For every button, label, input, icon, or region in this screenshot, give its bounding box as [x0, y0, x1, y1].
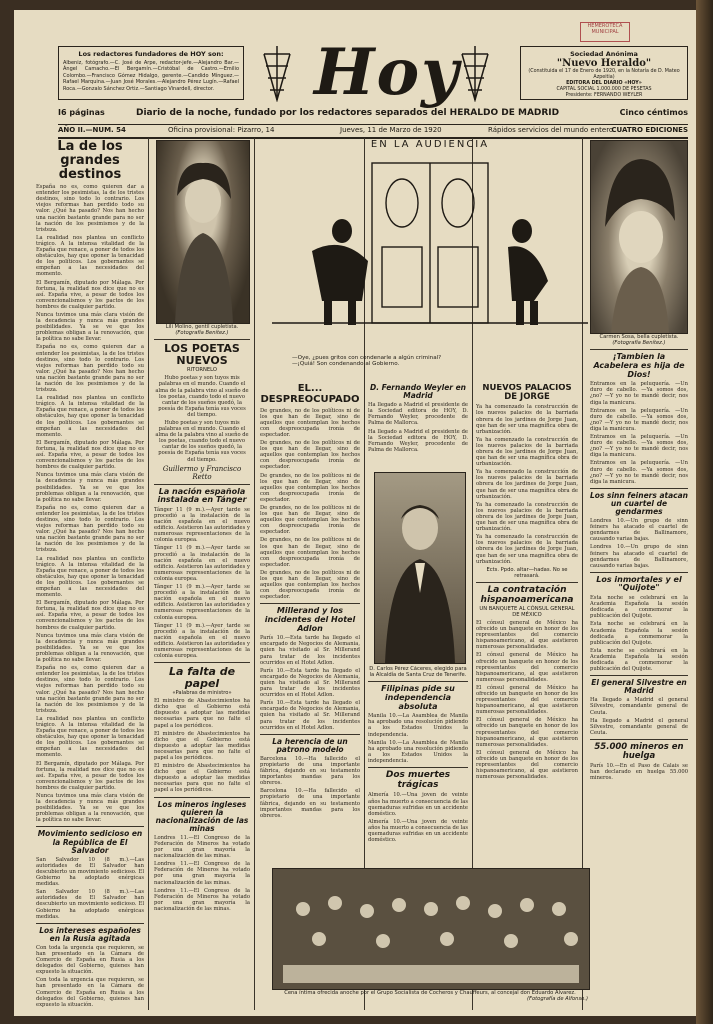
editions: CUATRO EDICIONES	[611, 126, 688, 134]
article-paragraph: El ministro de Abastecimientos ha dicho que el Gobierno está dispuesto a adoptar las medidas necesarias para que no falte el papel a los periódicos.	[154, 763, 250, 794]
library-stamp: HEMEROTECA MUNICIPAL	[580, 22, 630, 42]
article-paragraph: Nunca tuvimos una más clara visión de la decadencia y nunca más grandes posibilidades. Ya se ve que los problemas obligan a la renovación, que la política no sabe llevar.	[36, 311, 144, 343]
article-paragraph: El Bergamín, diputado por Málaga. Por fortuna, la realidad nos dice que no es así. España vive, a pesar de todos los convencionalismos y los pactos de los hombres de cualquier partido.	[36, 439, 144, 471]
company-capital: CAPITAL SOCIAL 1.000.000 DE PESETAS	[556, 87, 652, 92]
subhead	[58, 108, 688, 122]
headline-falta-papel: La falta de papel	[168, 665, 236, 691]
headline-palacios: NUEVOS PALACIOS DE JORGE	[482, 384, 572, 403]
article-paragraph: El ministro de Abastecimientos ha dicho que el Gobierno está dispuesto a adoptar las medidas necesarias para que no falte el papel a los periódicos.	[154, 730, 250, 761]
group-photo-credit: (Fotografía de Alfonso.)	[526, 996, 588, 1003]
article-paragraph: Londres 11.—El Congreso de la Federación de Mineros ha votado por una gran mayoría la nacionalización de las minas.	[154, 861, 250, 886]
issue-date: Jueves, 11 de Marzo de 1920	[340, 126, 442, 134]
article-paragraph: Tánger 11 (9 m.).—Ayer tarde se procedió a la instalación de la nación española en el nuevo edificio. Asistieron las autoridades y numerosas representaciones de la colonia europea.	[154, 584, 250, 621]
article-paragraph: La realidad nos plantea un conflicto trágico. A la intensa vitalidad de la España que renace, a poner de todos los obstáculos, hay que oponer la tenacidad de los políticos. Los gobernantes se empeñan a las necesidades del momento.	[36, 555, 144, 599]
article-paragraph: La realidad nos plantea un conflicto trágico. A la intensa vitalidad de la España que renace, a poner de todos los obstáculos, hay que oponer la tenacidad de los políticos. Los gobernantes se empeñan a las necesidades del momento.	[36, 715, 144, 759]
column-4-top	[368, 384, 468, 474]
article-paragraph: Almería 10.—Una joven de veinte años ha muerto a consecuencia de las quemaduras sufridas en un accidente doméstico.	[368, 792, 468, 817]
woman-portrait-icon	[591, 141, 687, 333]
headline-salvador: Movimiento sedicioso en la República de El Salvador	[37, 829, 143, 855]
article-paragraph: Ha llegado a Madrid el presidente de la Sociedad editora de HOY, D. Fernando Weyler, procedente de Palma de Mallorca.	[368, 428, 468, 453]
article-paragraph: Entramos en la peluquería. —Un duro de cabello. —Ya somos dos, ¿no? —Y yo no te mandé decir, nos diga la manicura.	[590, 460, 688, 485]
article-paragraph: San Salvador 10 (8 m.).—Las autoridades de El Salvador han descubierto un movimiento sedicioso. El Gobierno ha adoptado enérgicas medidas.	[36, 889, 144, 920]
divider	[154, 484, 250, 485]
article-paragraph: España no es, como quieren dar a entender los pesimistas, la de los tristes destinos, sino todo lo contrario. Los viejos reformas han perdido todo su valor. ¿Qué ha pasado? Nos han hecho una nación bastante grande para no ser la nación de los pesimismos y de la tristeza.	[36, 184, 144, 233]
headline-acabelera: ¡Tambien la Acabelera es hija de Dios!	[593, 352, 685, 379]
article-paragraph: España no es, como quieren dar a entender los pesimistas, la de los tristes destinos, sino todo lo contrario. Los viejos reformas han perdido todo su valor. ¿Qué ha pasado? Nos han hecho una nación bastante grande para no ser la nación de los pesimismos y de la tristeza.	[36, 665, 144, 714]
article-paragraph: Ha llegado a Madrid el presidente de la Sociedad editora de HOY, D. Fernando Weyler, procedente de Palma de Mallorca.	[368, 402, 468, 427]
article-paragraph: Tánger 11 (9 m.).—Ayer tarde se procedió a la instalación de la nación española en el nuevo edificio. Asistieron las autoridades y numerosas representaciones de la colonia europea.	[154, 622, 250, 660]
headline-herencia: La herencia de un patrono modelo	[272, 736, 348, 754]
article-paragraph: Ya ha comenzado la construcción de los nuevos palacios de la barriada obrera de los jardines de Jorge Juan, que han de ser una magnífica obra de urbanización.	[476, 469, 578, 500]
article-paragraph: París 10.—En el Paso de Calais se han declarado en huelga 55.000 mineros.	[590, 763, 688, 782]
column-5	[476, 384, 578, 864]
company-president: Presidente: FERNANDO WEYLER	[565, 93, 643, 98]
article-paragraph: Ha llegado a Madrid el general Silvestre, comandante general de Ceuta.	[590, 697, 688, 716]
small-note: Ects. Ppdo. altar—hadas. No se retrasará.	[486, 566, 568, 579]
headline-mineros-ingleses: Los mineros ingleses quieren la nacionalización de las minas	[155, 799, 249, 833]
column-4-bottom	[368, 666, 468, 864]
article-paragraph: Barcelona 10.—Ha fallecido el propietario de una importante fábrica, dejando en su testamento importantes mandas para los obreros.	[260, 788, 360, 819]
article-paragraph: Manila 10.—La Asamblea de Manila ha aprobado una resolución pidiendo a los Estados Unidos la independencia.	[368, 713, 468, 738]
photo-credit: (Fotografía Benítez.)	[175, 330, 229, 337]
article-paragraph: Londres 11.—El Congreso de la Federación de Mineros ha votado por una gran mayoría la nacionalización de las minas.	[154, 887, 250, 912]
article-paragraph: Londres 10.—Un grupo de sinn feiners ha atacado el cuartel de gendarmes de Ballinamore, causando varias bajas.	[590, 544, 688, 569]
divider	[154, 797, 250, 798]
article-paragraph: Londres 10.—Un grupo de sinn feiners ha atacado el cuartel de gendarmes de Ballinamore, causando varias bajas.	[590, 518, 688, 543]
headline-weyler: D. Fernando Weyler en Madrid	[369, 384, 467, 401]
poem-signature: Guillermo y Francisco Retto	[162, 464, 242, 481]
article-paragraph: La realidad nos plantea un conflicto trágico. A la intensa vitalidad de la España que renace, a poner de todos los obstáculos, hay que oponer la tenacidad de los políticos. Los gobernantes se empeñan a las necesidades del momento.	[36, 395, 144, 438]
article-paragraph: El cónsul general de México ha ofrecido un banquete en honor de los representantes del comercio hispanoamericano, al que asistieron numerosas personalidades.	[476, 749, 578, 781]
article-paragraph: El Bergamín, diputado por Málaga. Por fortuna, la realidad nos dice que no es así. España vive, a pesar de todos los convencionalismos y los pactos de los hombres de cualquier partido.	[36, 600, 144, 631]
article-paragraph: Ya ha comenzado la construcción de los nuevos palacios de la barriada obrera de los jardines de Jorge Juan, que han de ser una magnífica obra de urbanización.	[476, 436, 578, 468]
article-paragraph: El cónsul general de México ha ofrecido un banquete en honor de los representantes del comercio hispanoamericano, al que asistieron numerosas personalidades.	[476, 619, 578, 651]
woman-portrait-icon	[157, 141, 249, 323]
column-2	[154, 324, 250, 1010]
article-paragraph: París 10.—Esta tarde ha llegado el encargado de Negocios de Alemania, quien ha visitado al Sr. Millerand para tratar de los incidentes ocurridos en el Hotel Adlon.	[260, 667, 360, 699]
subheadline: «Palabras de ministro»	[172, 689, 232, 696]
article-paragraph: De grandes, no de los políticos ni de los que han de llegar, sino de aquellos que contemplan los hechos con despreocupada ironía de espectador.	[260, 537, 360, 568]
subheadline: UN BANQUETE AL CÓNSUL GENERAL DE MÉXICO	[479, 605, 575, 618]
headline-muertes-tragicas: Dos muertes trágicas	[385, 770, 451, 790]
article-paragraph: Ha llegado a Madrid el general Silvestre, comandante general de Ceuta.	[590, 717, 688, 736]
dateline	[58, 124, 688, 139]
headline-filipinas: Filipinas pide su independencia absoluta	[381, 684, 455, 711]
company-note: (Constituida el 17 de Enero de 1920, en la Notaría de D. Mateo Azpeitia)	[528, 69, 680, 80]
article-paragraph: Almería 10.—Una joven de veinte años ha muerto a consecuencia de las quemaduras sufridas en un accidente doméstico.	[368, 818, 468, 844]
column-rule	[254, 138, 255, 1010]
article-paragraph: El cónsul general de México ha ofrecido un banquete en honor de los representantes del comercio hispanoamericano, al que asistieron numerosas personalidades.	[476, 684, 578, 716]
article-paragraph: El cónsul general de México ha ofrecido un banquete en honor de los representantes del comercio hispanoamericano, al que asistieron numerosas personalidades.	[476, 652, 578, 683]
article-paragraph: Con toda la urgencia que requieren, se han presentado en la Cámara de Comercio de España en Rusia a los delegados del Gobierno, quienes han expuesto la situación.	[36, 977, 144, 1008]
article-paragraph: El cónsul general de México ha ofrecido un banquete en honor de los representantes del comercio hispanoamericano, al que asistieron numerosas personalidades.	[476, 717, 578, 748]
group-photo	[272, 868, 590, 990]
poem-text: Hubo poetas y son tuyos mis palabras en el mundo. Cuando el alma de la palabra vino al sueño de los poetas, cuando todo el nuevo cantar de los sueños quedó, la poesía de España tenía sus voces del tiempo.	[155, 375, 249, 418]
newspaper-logo: Hoy	[314, 35, 461, 110]
divider	[368, 767, 468, 768]
article-paragraph: Esta noche se celebrará en la Academia Española la sesión dedicada a conmemorar la publicación del Quijote.	[590, 621, 688, 646]
divider	[36, 826, 144, 827]
article-paragraph: España no es, como quieren dar a entender los pesimistas, la de los tristes destinos, sino todo lo contrario. Los viejos reformas han perdido todo su valor. ¿Qué ha pasado? Nos han hecho una nación bastante grande para no ser la nación de los pesimismos y de la tristeza.	[36, 504, 144, 554]
photo-caption: Carmen Sosa, bella cupletista.	[599, 334, 679, 340]
article-paragraph: De grandes, no de los políticos ni de los que han de llegar, sino de aquellos que contemplan los hechos con despreocupada ironía de espectador.	[260, 472, 360, 503]
founders-names: Albeniz, fotógrafo.—C. José de Arpe, redactor-jefe.—Alejandro Bar.—Ángel Camacho.—El Bergamín.—Cristóbal de Castro.—Emilio Colombo.—Francisco Gómez Hidalgo, gerente.—Candido Mínguez.—Rafael Marquina.—Juan José Morales.—Alejandro Pérez Lugín.—Rafael Roca.—Gonzalo Sánchez Ortiz.—Santiago Vinardell, director.	[63, 60, 239, 92]
headline-mineros-huelga: 55.000 mineros en huelga	[594, 741, 684, 762]
article-paragraph: Esta noche se celebrará en la Academia Española la sesión dedicada a conmemorar la publicación del Quijote.	[590, 595, 688, 620]
article-paragraph: Londres 11.—El Congreso de la Federación de Mineros ha votado por una gran mayoría la nacionalización de las minas.	[154, 834, 250, 860]
company-editor: EDITORA DEL DIARIO «HOY»	[566, 81, 642, 86]
page-count: I6 páginas	[58, 108, 105, 117]
article-paragraph: Barcelona 10.—Ha fallecido el propietario de una importante fábrica, dejando en su testamento importantes mandas para los obreros.	[260, 755, 360, 787]
portrait-carmen-sosa	[590, 140, 688, 334]
headline-millerand: Millerand y los incidentes del Hotel Adlon	[264, 606, 356, 633]
divider	[154, 339, 250, 340]
article-paragraph: Tánger 11 (9 m.).—Ayer tarde se procedió a la instalación de la nación española en el nuevo edificio. Asistieron las autoridades y numerosas representaciones de la colonia europea.	[154, 506, 250, 544]
article-paragraph: Nunca tuvimos una más clara visión de la decadencia y nunca más grandes posibilidades. Ya se ve que los problemas obligan a la renovación, que la política no sabe llevar.	[36, 472, 144, 503]
divider	[154, 662, 250, 663]
divider	[590, 675, 688, 676]
article-paragraph: Entramos en la peluquería. —Un duro de cabello. —Ya somos dos, ¿no? —Y yo no te mandé decir, nos diga la manicura.	[590, 407, 688, 432]
book-spine	[696, 0, 713, 1024]
portrait-carlos-perez	[374, 472, 466, 664]
article-paragraph: El Bergamín, diputado por Málaga. Por fortuna, la realidad nos dice que no es así. España vive, a pesar de todos los convencionalismos y los pactos de los hombres de cualquier partido.	[36, 279, 144, 310]
company-type: Sociedad Anónima	[570, 50, 638, 58]
headline-quijote: Los inmortales y el "Quijote"	[596, 574, 682, 593]
divider	[590, 739, 688, 740]
newspaper-page	[14, 10, 696, 1016]
article-paragraph: España no es, como quieren dar a entender los pesimistas, la de los tristes destinos, sino todo lo contrario. Los viejos reformas han perdido todo su valor. ¿Qué ha pasado? Nos han hecho una nación bastante grande para no ser la nación de los pesimismos y de la tristeza.	[36, 344, 144, 394]
headline-sinn-feiners: Los sinn feiners atacan un cuartel de gendarmes	[590, 490, 688, 516]
article-paragraph: El ministro de Abastecimientos ha dicho que el Gobierno está dispuesto a adoptar las medidas necesarias para que no falte el papel a los periódicos.	[154, 698, 250, 729]
photo-caption: Lili Molino, gentil cupletista.	[165, 324, 239, 330]
column-rule	[148, 138, 149, 1010]
article-paragraph: Entramos en la peluquería. —Un duro de cabello. —Ya somos dos, ¿no? —Y yo no te mandé decir, nos diga la manicura.	[590, 434, 688, 459]
group-photo-caption-box	[272, 990, 588, 1014]
photo-credit: (Fotografía Benítez.)	[612, 340, 666, 347]
services: Rápidos servicios del mundo entero.	[488, 126, 616, 134]
dinner-group-icon	[273, 869, 589, 989]
man-portrait-icon	[375, 473, 465, 663]
poem-subtitle: RITORNELO	[187, 367, 217, 374]
article-paragraph: Tánger 11 (9 m.).—Ayer tarde se procedió a la instalación de la nación española en el nuevo edificio. Asistieron las autoridades y numerosas representaciones de la colonia europea.	[154, 545, 250, 582]
company-name: "Nuevo Heraldo"	[556, 58, 652, 69]
article-paragraph: Ya ha comenzado la construcción de los nuevos palacios de la barriada obrera de los jardines de Jorge Juan, que han de ser una magnífica obra de urbanización.	[476, 404, 578, 435]
cartoon-drawing	[272, 151, 588, 351]
tagline: Diario de la noche, fundado por los redactores separados del HERALDO DE MADRID	[136, 108, 560, 118]
article-paragraph: El Bergamín, diputado por Málaga. Por fortuna, la realidad nos dice que no es así. España vive, a pesar de todos los convencionalismos y los pactos de los hombres de cualquier partido.	[36, 760, 144, 791]
article-paragraph: De grandes, no de los políticos ni de los que han de llegar, sino de aquellos que contemplan los hechos con despreocupada ironía de espectador.	[260, 505, 360, 536]
article-paragraph: Ya ha comenzado la construcción de los nuevos palacios de la barriada obrera de los jardines de Jorge Juan, que han de ser una magnífica obra de urbanización.	[476, 534, 578, 565]
article-paragraph: De grandes, no de los políticos ni de los que han de llegar, sino de aquellos que contemplan los hechos con despreocupada ironía de espectador.	[260, 440, 360, 471]
divider	[476, 582, 578, 583]
radio-tower-icon	[260, 44, 294, 102]
article-paragraph: De grandes, no de los políticos ni de los que han de llegar, sino de aquellos que contemplan los hechos con despreocupada ironía de espectador.	[260, 407, 360, 438]
divider	[260, 603, 360, 604]
article-paragraph: San Salvador 10 (8 m.).—Las autoridades de El Salvador han descubierto un movimiento sedicioso. El Gobierno ha adoptado enérgicas medidas.	[36, 856, 144, 888]
poem-text: Hubo poetas y son tuyos mis palabras en el mundo. Cuando el alma de la palabra vino al sueño de los poetas, cuando todo el nuevo cantar de los sueños quedó, la poesía de España tenía sus voces del tiempo.	[155, 420, 249, 463]
group-photo-caption: Cena íntima ofrecida anoche por el Grupo Socialista de Cocheros y Chauffeurs, al concejal don Eduardo Alvarez.	[284, 990, 576, 996]
headline-despreocupado: EL... DESPREOCUPADO	[260, 384, 360, 405]
headline-contratacion: La contratación hispanoamericana	[480, 585, 574, 605]
headline-poetas-nuevos: LOS POETAS NUEVOS	[164, 342, 240, 368]
column-3	[260, 384, 360, 864]
article-paragraph: Con toda la urgencia que requieren, se han presentado en la Cámara de Comercio de España en Rusia a los delegados del Gobierno, quienes han expuesto la situación.	[36, 944, 144, 976]
company-box	[520, 46, 688, 100]
headline-grandes-destinos: La de los grandes destinos	[57, 140, 123, 183]
divider	[590, 572, 688, 573]
portrait-lili-molino	[156, 140, 250, 324]
radio-tower-icon	[458, 44, 492, 102]
article-paragraph: Nunca tuvimos una más clara visión de la decadencia y nunca más grandes posibilidades. Ya se ve que los problemas obligan a la renovación, que la política no sabe llevar.	[36, 632, 144, 664]
cartoon-caption-2: —¡Quiá! Son condenando al Gobierno.	[292, 361, 400, 367]
office-address: Oficina provisional: Pizarro, 14	[168, 126, 275, 134]
cartoon-audiencia	[272, 140, 588, 380]
headline-tanger: La nación española instalada en Tánger	[157, 486, 247, 505]
headline-rusia: Los intereses españoles en la Rusia agitada	[39, 925, 141, 943]
article-paragraph: Esta noche se celebrará en la Academia Española la sesión dedicada a conmemorar la publicación del Quijote.	[590, 647, 688, 673]
divider	[368, 681, 468, 682]
photo-caption: D. Carlos Pérez Cáceres, elegido para la Alcaldía de Santa Cruz de Tenerife.	[369, 666, 467, 679]
founders-box	[58, 46, 244, 100]
price: Cinco céntimos	[619, 108, 688, 117]
divider	[590, 488, 688, 489]
article-paragraph: De grandes, no de los políticos ni de los que han de llegar, sino de aquellos que contemplan los hechos con despreocupada ironía de espectador.	[260, 569, 360, 601]
article-paragraph: Nunca tuvimos una más clara visión de la decadencia y nunca más grandes posibilidades. Ya se ve que los problemas obligan a la renovación, que la política no sabe llevar.	[36, 793, 144, 824]
article-paragraph: París 10.—Esta tarde ha llegado el encargado de Negocios de Alemania, quien ha visitado al Sr. Millerand para tratar de los incidentes ocurridos en el Hotel Adlon.	[260, 700, 360, 731]
article-paragraph: Manila 10.—La Asamblea de Manila ha aprobado una resolución pidiendo a los Estados Unidos la independencia.	[368, 739, 468, 764]
issue-number: AÑO II.—NUM. 54	[58, 126, 126, 134]
article-paragraph: Ya ha comenzado la construcción de los nuevos palacios de la barriada obrera de los jardines de Jorge Juan, que han de ser una magnífica obra de urbanización.	[476, 501, 578, 533]
cartoon-title: EN LA AUDIENCIA	[370, 140, 490, 150]
article-paragraph: Entramos en la peluquería. —Un duro de cabello. —Ya somos dos, ¿no? —Y yo no te mandé decir, nos diga la manicura.	[590, 381, 688, 406]
article-paragraph: París 10.—Esta tarde ha llegado el encargado de Negocios de Alemania, quien ha visitado al Sr. Millerand para tratar de los incidentes ocurridos en el Hotel Adlon.	[260, 635, 360, 666]
headline-silvestre: El general Silvestre en Madrid	[591, 678, 687, 696]
cartoon-caption-1: —Oye, ¿pues gritos con condenarle a algún criminal?	[292, 354, 442, 361]
divider	[590, 349, 688, 350]
divider	[36, 923, 144, 924]
founders-title: Los redactores fundadores de HOY son:	[78, 50, 224, 58]
column-1	[36, 140, 144, 1010]
article-paragraph: La realidad nos plantea un conflicto trágico. A la intensa vitalidad de la España que renace, a poner de todos los obstáculos, hay que oponer la tenacidad de los políticos. Los gobernantes se empeñan a las necesidades del momento.	[36, 234, 144, 278]
column-6	[590, 334, 688, 1010]
divider	[260, 734, 360, 735]
